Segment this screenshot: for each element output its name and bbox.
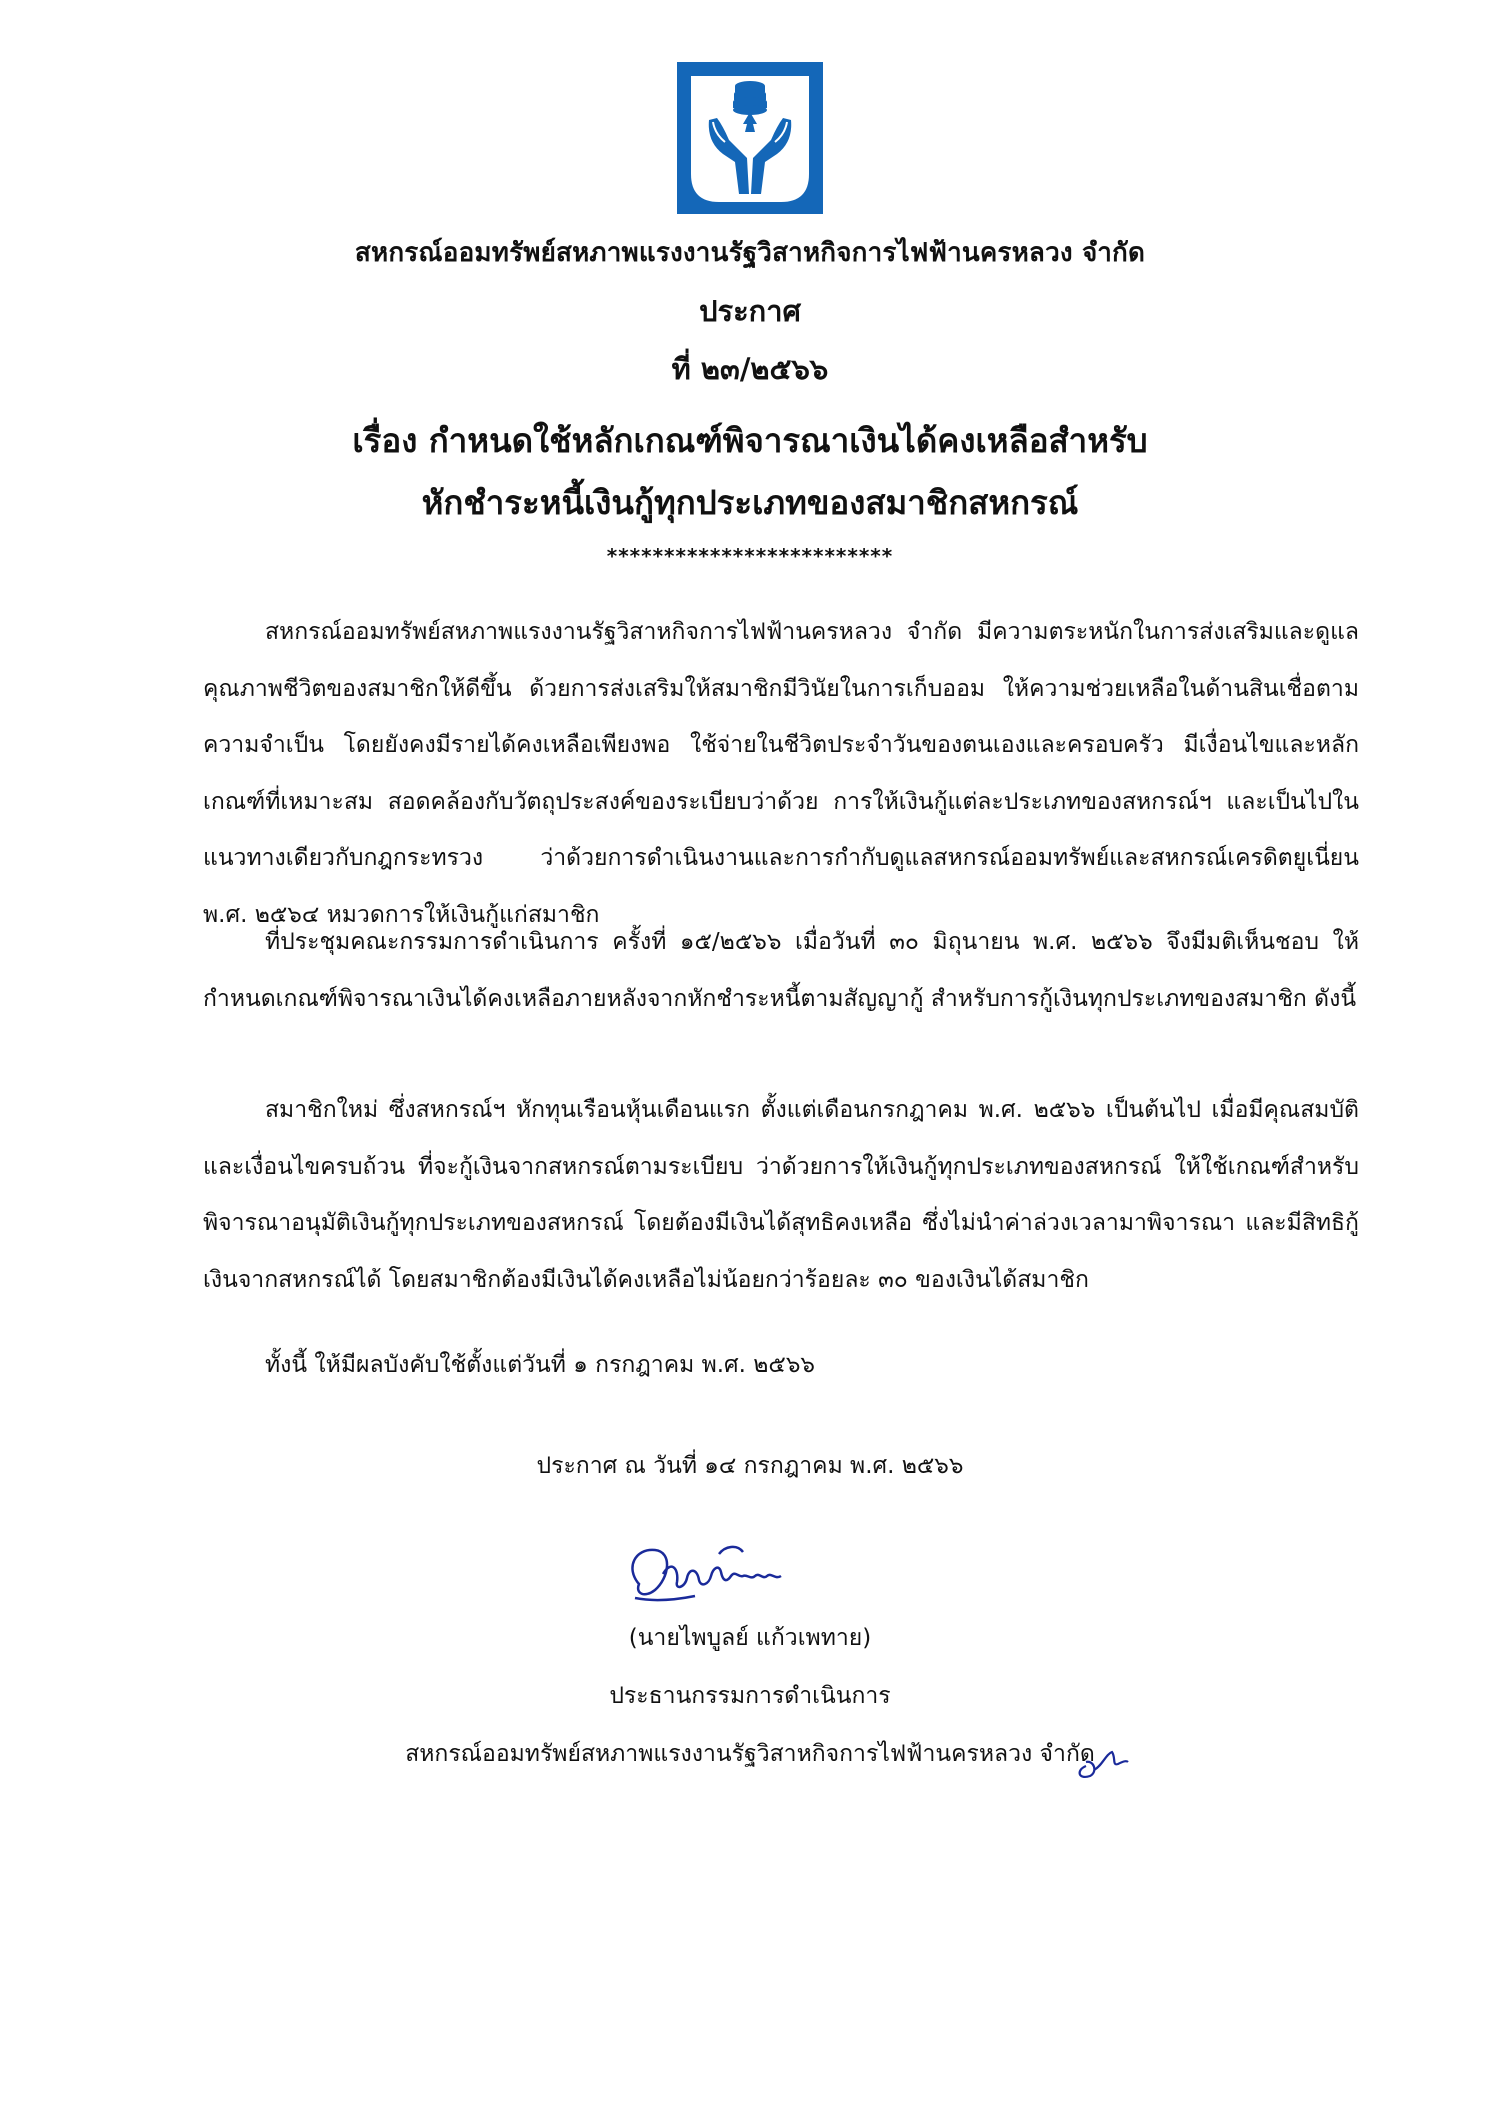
body-paragraph-2: ที่ประชุมคณะกรรมการดำเนินการ ครั้งที่ ๑๕/๒๕๖๖ เมื่อวันที่ ๓๐ มิถุนายน พ.ศ. ๒๕๖๖ จึงมีมติเห็นชอบ ให้กำหนดเกณฑ์พิจารณาเงินได้คงเหลือภายหลังจากหักชำระหนี้ตามสัญญากู้ สำหรับการกู้เงินทุกประเภทของสมาชิก ดังนี้ (203, 929, 1359, 1012)
signer-organization: สหกรณ์ออมทรัพย์สหภาพแรงงานรัฐวิสาหกิจการไฟฟ้านครหลวง จำกัด (405, 1741, 1095, 1767)
signature-icon (615, 1538, 800, 1614)
announcement-label: ประกาศ (699, 294, 801, 328)
body-paragraph-1: สหกรณ์ออมทรัพย์สหภาพแรงงานรัฐวิสาหกิจการไฟฟ้านครหลวง จำกัด มีความตระหนักในการส่งเสริมและดูแลคุณภาพชีวิตของสมาชิกให้ดีขึ้น ด้วยการส่งเสริมให้สมาชิกมีวินัยในการเก็บออม ให้ความช่วยเหลือในด้านสินเชื่อตามความจำเป็น โดยยังคงมีรายได้คงเหลือเพียงพอ ใช้จ่ายในชีวิตประจำวันของตนเองและครอบครัว มีเงื่อนไขและหลักเกณฑ์ที่เหมาะสม สอดคล้องกับวัตถุประสงค์ของระเบียบว่าด้วย การให้เงินกู้แต่ละประเภทของสหกรณ์ฯ และเป็นไปในแนวทางเดียวกับกฎกระทรวง ว่าด้วยการดำเนินงานและการกำกับดูแลสหกรณ์ออมทรัพย์และสหกรณ์เครดิตยูเนี่ยน พ.ศ. ๒๕๖๔ หมวดการให้เงินกู้แก่สมาชิก (203, 619, 1359, 928)
divider-asterisks: ************************* (606, 544, 894, 568)
body-paragraph-3: สมาชิกใหม่ ซึ่งสหกรณ์ฯ หักทุนเรือนหุ้นเดือนแรก ตั้งแต่เดือนกรกฎาคม พ.ศ. ๒๕๖๖ เป็นต้นไป เมื่อมีคุณสมบัติและเงื่อนไขครบถ้วน ที่จะกู้เงินจากสหกรณ์ตามระเบียบ ว่าด้วยการให้เงินกู้ทุกประเภทของสหกรณ์ ให้ใช้เกณฑ์สำหรับพิจารณาอนุมัติเงินกู้ทุกประเภทของสหกรณ์ โดยต้องมีเงินได้สุทธิคงเหลือ ซึ่งไม่นำค่าล่วงเวลามาพิจารณา และมีสิทธิกู้เงินจากสหกรณ์ได้ โดยสมาชิกต้องมีเงินได้คงเหลือไม่น้อยกว่าร้อยละ ๓๐ ของเงินได้สมาชิก (203, 1097, 1359, 1293)
signer-title: ประธานกรรมการดำเนินการ (609, 1683, 891, 1709)
signer-name: (นายไพบูลย์ แก้วเพทาย) (628, 1625, 872, 1651)
initials-icon (1072, 1740, 1132, 1780)
organization-header: สหกรณ์ออมทรัพย์สหภาพแรงงานรัฐวิสาหกิจการไฟฟ้านครหลวง จำกัด (354, 238, 1146, 268)
announcement-number: ที่ ๒๓/๒๕๖๖ (671, 352, 829, 386)
subject-line-1: เรื่อง กำหนดใช้หลักเกณฑ์พิจารณาเงินได้คงเหลือสำหรับ (352, 421, 1148, 460)
cooperative-logo-icon (677, 62, 823, 214)
subject-line-2: หักชำระหนี้เงินกู้ทุกประเภทของสมาชิกสหกรณ์ (421, 483, 1079, 522)
effective-date-paragraph: ทั้งนี้ ให้มีผลบังคับใช้ตั้งแต่วันที่ ๑ กรกฎาคม พ.ศ. ๒๕๖๖ (265, 1352, 816, 1378)
announcement-date: ประกาศ ณ วันที่ ๑๔ กรกฎาคม พ.ศ. ๒๕๖๖ (536, 1453, 964, 1479)
